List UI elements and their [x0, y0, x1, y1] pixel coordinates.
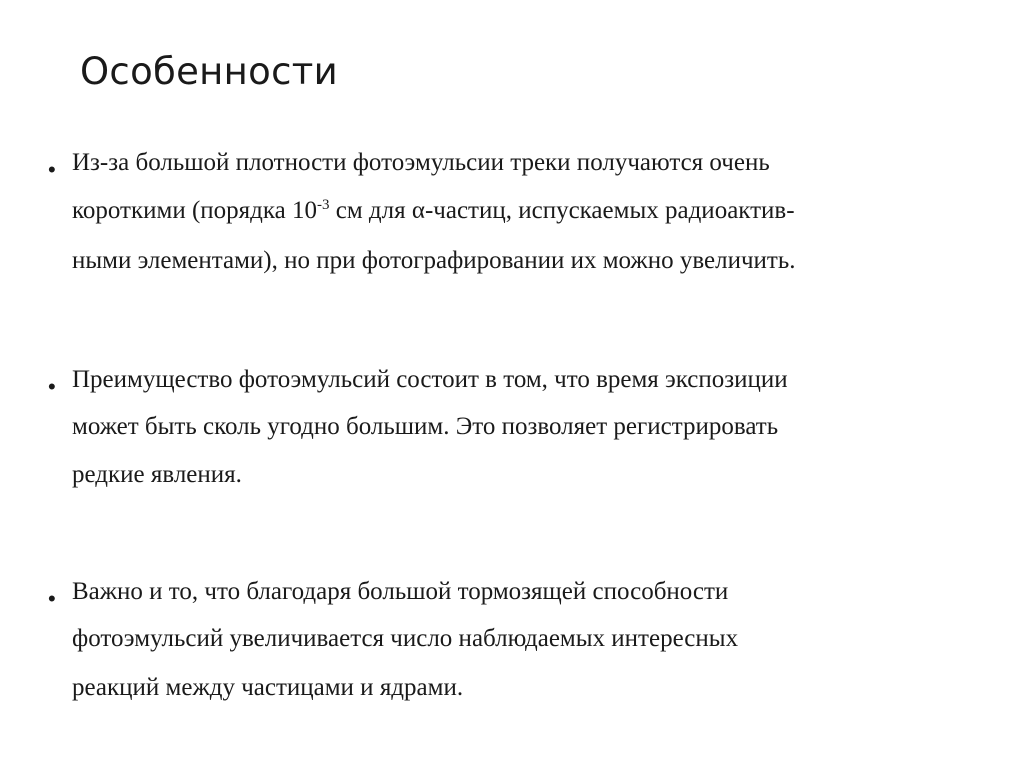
bullet-3-line-3: реакций между частицами и ядрами. — [72, 674, 464, 701]
bullet-1-line-2-prefix: короткими (порядка 10 — [72, 197, 317, 224]
bullet-1-line-3: ными элементами), но при фотографировании их можно увеличить. — [72, 247, 796, 274]
bullet-icon: • — [48, 157, 56, 182]
bullet-icon: • — [48, 374, 56, 399]
bullet-2-line-3: редкие явления. — [72, 461, 242, 488]
bullet-1-line-2 — [72, 197, 795, 225]
bullet-2-line-2: может быть сколь угодно большим. Это позволяет регистрировать — [72, 413, 779, 440]
bullet-3-line-1: Важно и то, что благодаря большой тормозящей способности — [72, 578, 729, 605]
exponent: -3 — [316, 197, 330, 213]
bullet-3-line-2: фотоэмульсий увеличивается число наблюдаемых интересных — [72, 625, 739, 652]
bullet-1-line-1: Из-за большой плотности фотоэмульсии треки получаются очень — [72, 149, 770, 176]
bullet-2-line-1: Преимущество фотоэмульсий состоит в том, что время экспозиции — [72, 366, 788, 393]
slide-title: Особенности — [80, 50, 338, 93]
bullet-1-line-2-suffix: см для α-частиц, испускаемых радиоактив- — [329, 197, 795, 224]
bullet-icon: • — [48, 586, 56, 611]
